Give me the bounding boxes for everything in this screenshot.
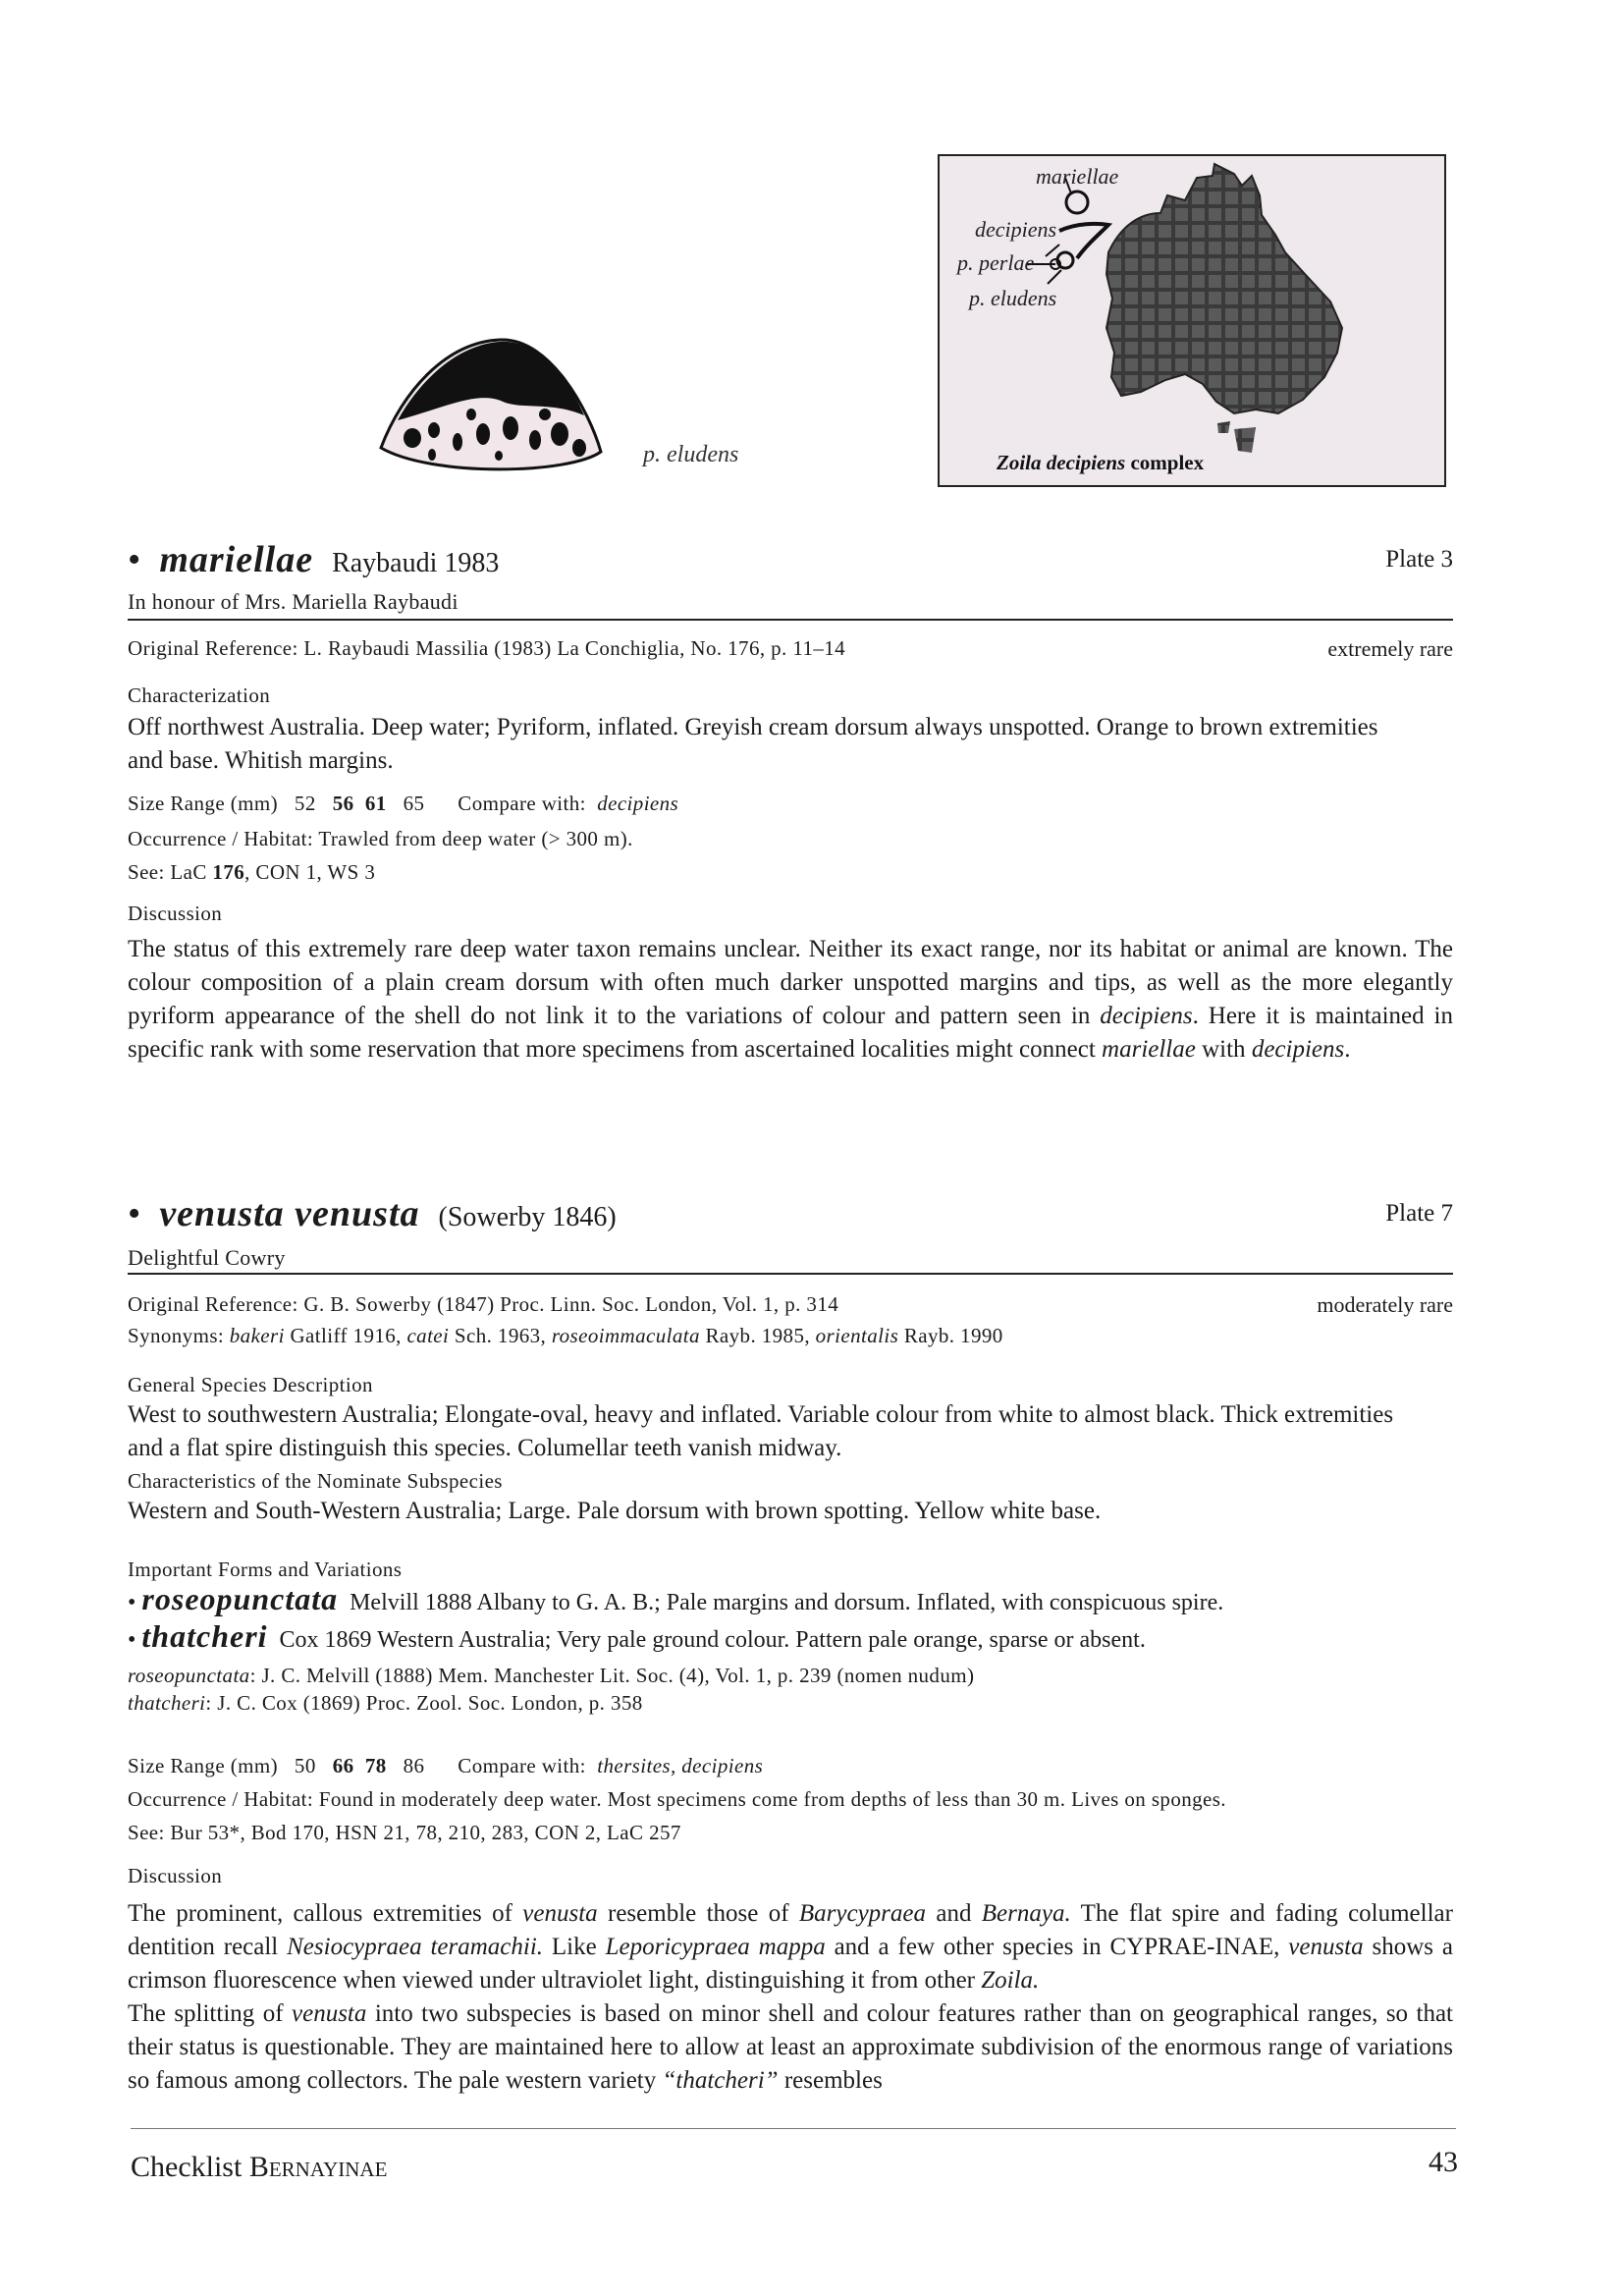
shell-illustration xyxy=(373,332,609,479)
map-label-perlae: p. perlae xyxy=(957,250,1035,275)
shell-caption: p. eludens xyxy=(643,442,739,467)
venusta-general-heading: General Species Description xyxy=(128,1373,373,1396)
form-roseopunctata: • roseopunctata Melvill 1888 Albany to G. A. B.; Pale margins and dorsum. Inflated, with conspicuous spire. xyxy=(128,1581,1224,1616)
venusta-general-text: West to southwestern Australia; Elongate-oval, heavy and inflated. Variable colour from white to almost black. Thick extremities and a flat spire distinguish this species. Columellar teeth vanish midway. xyxy=(128,1401,1394,1461)
australia-silhouette xyxy=(1106,164,1342,413)
mariellae-rarity: extremely rare xyxy=(1327,636,1453,661)
species-name: mariellae xyxy=(159,539,314,580)
divider xyxy=(128,1273,1453,1275)
mariellae-discussion-heading: Discussion xyxy=(128,902,223,925)
distribution-map xyxy=(938,154,1446,487)
divider xyxy=(128,619,1453,621)
mariellae-reference: Original Reference: L. Raybaudi Massilia (1983) La Conchiglia, No. 176, p. 11–14 xyxy=(128,636,846,660)
venusta-see: See: Bur 53*, Bod 170, HSN 21, 78, 210, 283, CON 2, LaC 257 xyxy=(128,1821,681,1844)
venusta-discussion-p1: The prominent, callous extremities of venusta resemble those of Barycypraea and Bernaya. The flat spire and fading columellar dentition recall Nesiocypraea teramachii. Like Leporicypraea mappa and a few other species in CYPRAE-INAE, venusta shows a crimson fluorescence when viewed under ultraviolet light, distinguishing it from other Zoila. xyxy=(128,1900,1453,1994)
mariellae-plate: Plate 3 xyxy=(1385,546,1453,573)
venusta-plate: Plate 7 xyxy=(1385,1200,1453,1227)
bullet: • xyxy=(128,539,141,580)
venusta-forms-heading: Important Forms and Variations xyxy=(128,1558,403,1581)
mariellae-etymology: In honour of Mrs. Mariella Raybaudi xyxy=(128,589,458,614)
species-author: Raybaudi 1983 xyxy=(332,548,500,578)
mariellae-char-heading: Characterization xyxy=(128,683,271,707)
species-author: (Sowerby 1846) xyxy=(438,1202,617,1232)
venusta-nominate-text: Western and South-Western Australia; Large. Pale dorsum with brown spotting. Yellow white base. xyxy=(128,1498,1102,1524)
venusta-common-name: Delightful Cowry xyxy=(128,1245,286,1270)
venusta-ref-thatcheri: thatcheri: J. C. Cox (1869) Proc. Zool. Soc. London, p. 358 xyxy=(128,1691,643,1715)
venusta-discussion-heading: Discussion xyxy=(128,1864,223,1887)
mariellae-size-range: Size Range (mm) 52 56 61 65 Compare with: decipiens xyxy=(128,792,679,815)
mariellae-discussion: The status of this extremely rare deep water taxon remains unclear. Neither its exact range, nor its habitat or animal are known. The colour composition of a plain cream dorsum with often much darker unspotted margins and tips, as well as the more elegantly pyriform appearance of the shell do not link it to the variations of colour and pattern seen in decipiens. Here it is maintained in specific rank with some reservation that more specimens from ascertained localities might connect mariellae with decipiens. xyxy=(128,936,1453,1063)
map-label-mariellae: mariellae xyxy=(1036,164,1119,189)
venusta-nominate-heading: Characteristics of the Nominate Subspecies xyxy=(128,1469,503,1493)
form-thatcheri: • thatcheri Cox 1869 Western Australia; Very pale ground colour. Pattern pale orange, sparse or absent. xyxy=(128,1618,1146,1654)
mariellae-title xyxy=(128,538,499,581)
page-number: 43 xyxy=(1429,2146,1458,2178)
venusta-title xyxy=(128,1192,617,1235)
venusta-occurrence: Occurrence / Habitat: Found in moderately deep water. Most specimens come from depths of less than 30 m. Lives on sponges. xyxy=(128,1787,1226,1811)
venusta-reference: Original Reference: G. B. Sowerby (1847) Proc. Linn. Soc. London, Vol. 1, p. 314 xyxy=(128,1292,839,1316)
footer-title: Checklist Bernayinae xyxy=(131,2151,388,2183)
mariellae-characterization: Off northwest Australia. Deep water; Pyriform, inflated. Greyish cream dorsum always unspotted. Orange to brown extremities and base. Whitish margins. xyxy=(128,714,1378,774)
map-label-eludens: p. eludens xyxy=(969,286,1057,310)
mariellae-see: See: LaC 176, CON 1, WS 3 xyxy=(128,860,376,884)
map-label-decipiens: decipiens xyxy=(975,217,1057,242)
mariellae-occurrence: Occurrence / Habitat: Trawled from deep water (> 300 m). xyxy=(128,827,633,850)
bullet: • xyxy=(128,1193,141,1234)
venusta-discussion-p2: The splitting of venusta into two subspecies is based on minor shell and colour features rather than on geographical ranges, so that their status is questionable. They are maintained here to allow at least an approximate subdivision of the enormous range of variations so famous among collectors. The pale western variety “thatcheri” resembles xyxy=(128,2000,1453,2094)
footer-divider xyxy=(131,2128,1456,2129)
map-title: Zoila decipiens complex xyxy=(997,451,1205,474)
tasmania-silhouette xyxy=(1234,427,1256,453)
species-name: venusta venusta xyxy=(159,1193,420,1234)
venusta-rarity: moderately rare xyxy=(1317,1292,1453,1317)
venusta-ref-roseopunctata: roseopunctata: J. C. Melvill (1888) Mem. Manchester Lit. Soc. (4), Vol. 1, p. 239 (nomen nudum) xyxy=(128,1664,975,1687)
venusta-synonyms: Synonyms: bakeri Gatliff 1916, catei Sch. 1963, roseoimmaculata Rayb. 1985, orientalis Rayb. 1990 xyxy=(128,1324,1003,1347)
venusta-size-range: Size Range (mm) 50 66 78 86 Compare with: thersites, decipiens xyxy=(128,1754,764,1777)
